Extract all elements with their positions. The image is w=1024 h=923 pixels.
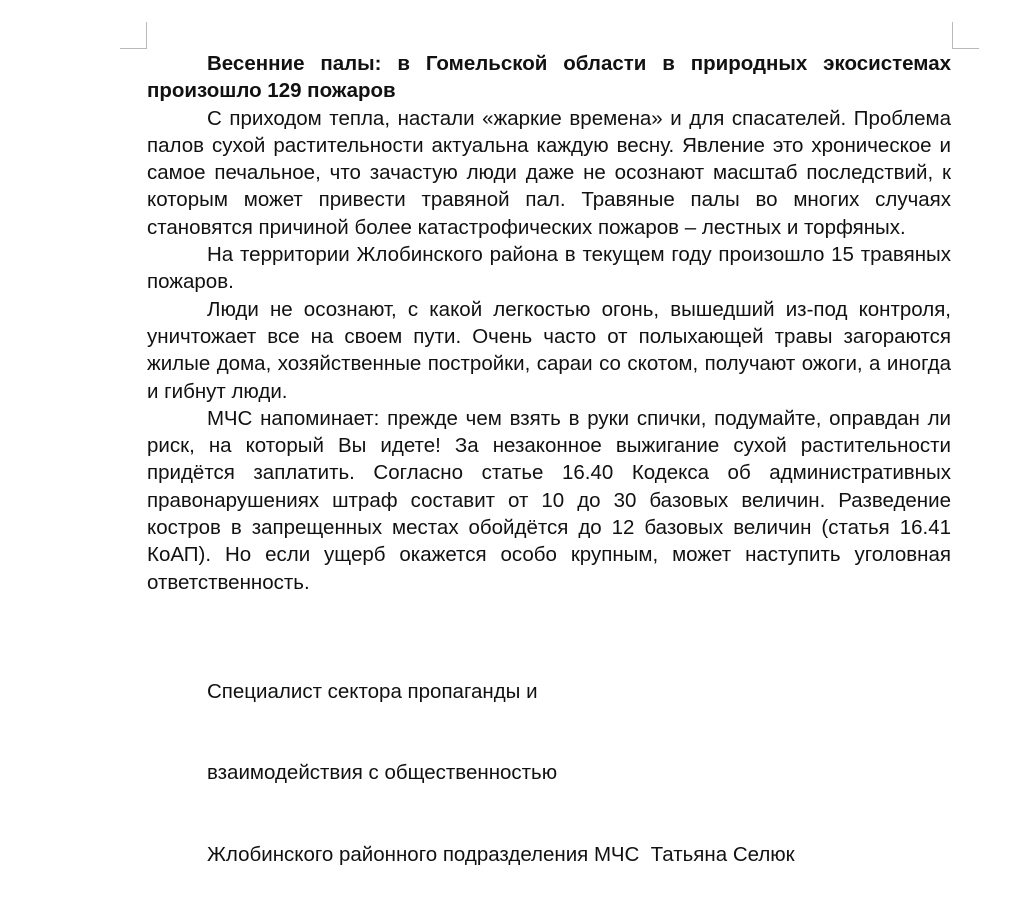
paragraph-warning: МЧС напоминает: прежде чем взять в руки спички, подумайте, оправдан ли риск, на который Вы идете! За незаконное выжигание сухой растительности придётся заплатить. Согласно статье 16.40 Кодекса об административных правонарушениях штраф составит от 10 до 30 базовых величин. Разведение костров в запрещенных местах обойдётся до 12 базовых величин (статья 16.41 КоАП). Но если ущерб окажется особо крупным, может наступить уголовная ответственность. bbox=[147, 406, 951, 594]
document-title: Весенние палы: в Гомельской области в природных экосистемах произошло 129 пожаров bbox=[147, 52, 951, 103]
page-margin-corner-top-right bbox=[952, 22, 979, 49]
paragraph-statistics: На территории Жлобинского района в текущем году произошло 15 травяных пожаров. bbox=[147, 243, 951, 294]
page-margin-corner-top-left bbox=[120, 22, 147, 49]
signature-line-2: взаимодействия с общественностью bbox=[207, 761, 558, 785]
signature-line-3: Жлобинского районного подразделения МЧС Татьяна Селюк bbox=[207, 843, 795, 867]
paragraph-intro: С приходом тепла, настали «жаркие времена» и для спасателей. Проблема палов сухой растительности актуальна каждую весну. Явление это хроническое и самое печальное, что зачастую люди даже не осознают масштаб последствий, к которым может привести травяной пал. Травяные палы во многих случаях становятся причиной более катастрофических пожаров – лестных и торфяных. bbox=[147, 106, 951, 239]
signature-line-1: Специалист сектора пропаганды и bbox=[207, 679, 538, 703]
paragraph-consequences: Люди не осознают, с какой легкостью огонь, вышедший из-под контроля, уничтожает все на своем пути. Очень часто от полыхающей травы загораются жилые дома, хозяйственные постройки, сараи со скотом, получают ожоги, а иногда и гибнут люди. bbox=[147, 297, 951, 403]
signature-block bbox=[147, 623, 951, 923]
document-page-body bbox=[147, 50, 951, 923]
